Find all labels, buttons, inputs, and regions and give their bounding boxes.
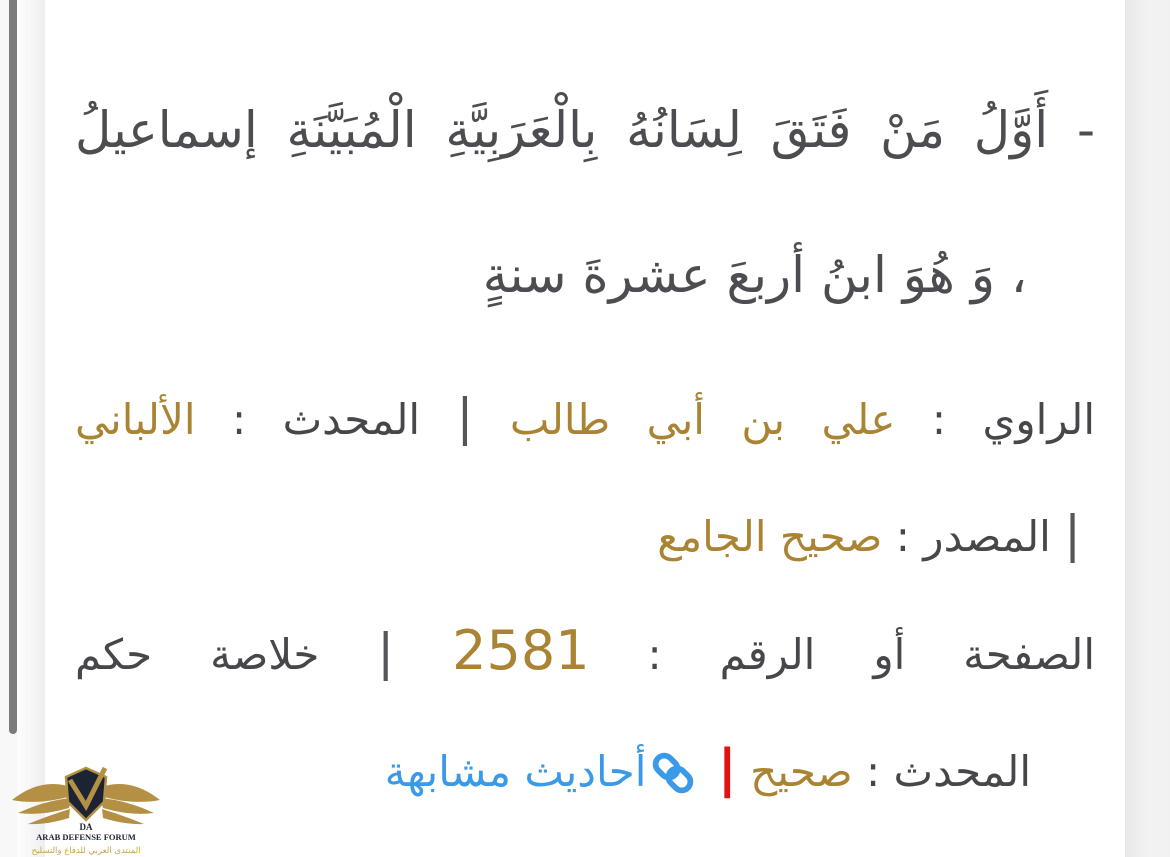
hadith-line-2: ، وَ هُوَ ابنُ أربعَ عشرةَ سنةٍ [482, 246, 1027, 304]
attribution-line-grade [75, 712, 1095, 829]
attribution-line-narrator [75, 360, 1095, 477]
separator-pipe: | [1064, 505, 1081, 563]
narrator-value: علي بن أبي طالب [509, 395, 896, 444]
similar-hadiths-link[interactable] [385, 747, 705, 796]
muhaddith-label: المحدث : [232, 395, 421, 444]
chain-link-icon [652, 752, 694, 794]
page-number-value: 2581 [452, 619, 590, 682]
separator-pipe: | [456, 388, 474, 446]
hadith-line-1: - أَوَّلُ مَنْ فَتَقَ لِسَانُهُ بِالْعَرَبِيَّةِ الْمُبَيَّنَةِ إسماعيلُ [75, 101, 1095, 159]
scrollbar-thumb[interactable] [9, 0, 17, 734]
attribution-line-page [75, 594, 1095, 712]
right-wing-icon [98, 784, 160, 824]
page-number-label: الصفحة أو الرقم : [647, 630, 1096, 679]
separator-pipe: | [377, 623, 395, 681]
hadith-article [45, 0, 1125, 857]
narrator-label: الراوي : [931, 395, 1095, 444]
grade-summary-label: خلاصة حكم [75, 630, 320, 679]
attribution-line-source [75, 477, 1095, 594]
source-label: المصدر : [895, 512, 1051, 561]
muhaddith-value: الألباني [75, 395, 196, 444]
right-page-margin [1125, 0, 1170, 857]
logo-title: ARAB DEFENSE FORUM [36, 832, 136, 842]
grade-value: صحيح [750, 747, 853, 796]
source-value: صحيح الجامع [657, 512, 883, 561]
logo-subtitle-arabic: المنتدى العربي للدفاع والتسليح [31, 846, 141, 856]
shield-icon [66, 768, 106, 820]
hadith-attribution [75, 360, 1095, 829]
grade-summary-label-2: المحدث : [866, 747, 1031, 796]
similar-hadiths-label: أحاديث مشابهة [384, 747, 647, 796]
page-edge-shadow [17, 0, 45, 857]
red-separator-pipe: | [717, 739, 737, 799]
logo-monogram: DA [79, 822, 93, 832]
left-wing-icon [12, 784, 74, 824]
hadith-text [75, 0, 1095, 348]
arab-defense-forum-logo [8, 760, 164, 857]
